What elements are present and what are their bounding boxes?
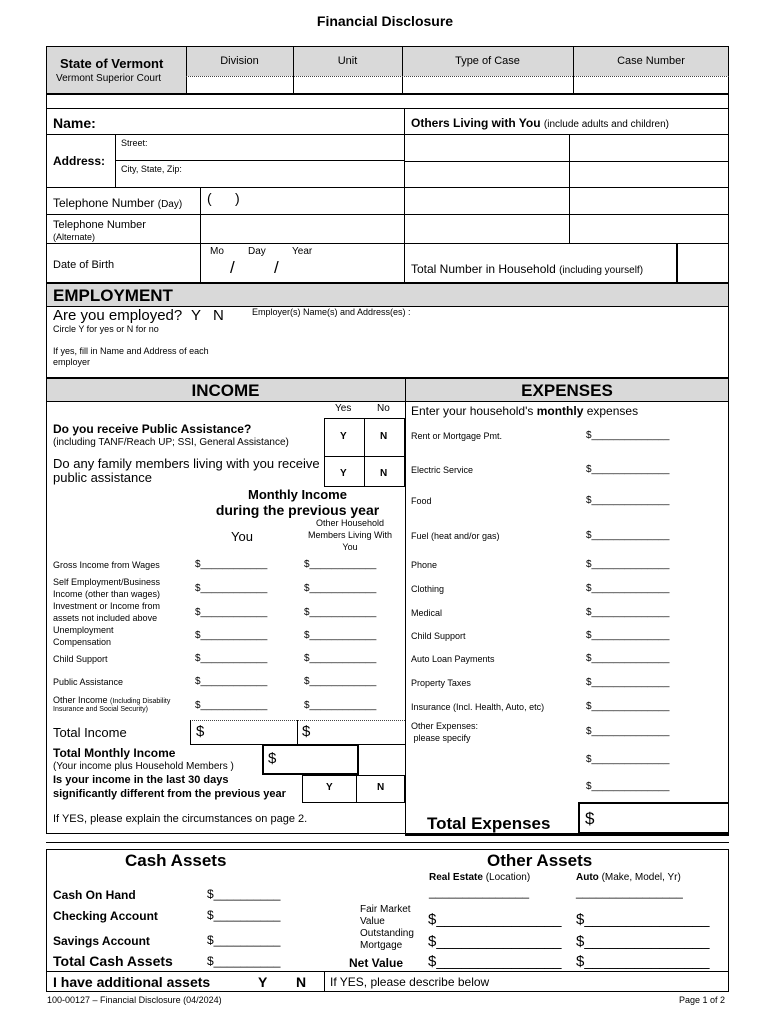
expense-label: Phone <box>411 560 438 570</box>
expense-input[interactable]: $______________ <box>586 559 670 570</box>
expense-input[interactable]: $______________ <box>586 464 670 475</box>
cash-assets-heading: Cash Assets <box>125 851 227 870</box>
total-expenses-input[interactable] <box>578 802 729 834</box>
family-assistance-yes[interactable]: Y <box>340 468 347 479</box>
total-expenses-dollar: $ <box>585 809 595 828</box>
public-assistance-question: Do you receive Public Assistance? <box>53 422 252 436</box>
income-other-input[interactable]: $____________ <box>304 607 377 618</box>
additional-assets-note: If YES, please describe below <box>330 975 490 989</box>
expense-label: Food <box>411 496 432 506</box>
income-you-input[interactable]: $____________ <box>195 607 268 618</box>
total-monthly-income-label: Total Monthly Income <box>53 746 176 760</box>
explain-note: If YES, please explain the circumstances on page 2. <box>53 813 308 825</box>
others-row-1-relation[interactable] <box>571 136 727 159</box>
dob-label: Date of Birth <box>53 259 115 271</box>
expense-label: Insurance (Incl. Health, Auto, etc) <box>411 702 545 712</box>
family-assistance-question: public assistance <box>53 470 152 485</box>
expense-input[interactable]: $______________ <box>586 430 670 441</box>
type-of-case-label: Type of Case <box>455 55 520 67</box>
employed-question: Are you employed? <box>53 307 183 324</box>
real-estate-net-input[interactable]: $_______________ <box>428 953 562 970</box>
outstanding-mortgage-label: Outstanding <box>360 928 414 939</box>
state-label: State of Vermont <box>60 56 164 71</box>
public-assistance-note: (including TANF/Reach UP; SSI, General Assistance) <box>53 437 289 448</box>
monthly-income-heading: Monthly Income <box>248 487 347 502</box>
auto-loan-input[interactable]: $_______________ <box>576 933 710 950</box>
other-assets-heading: Other Assets <box>487 851 593 870</box>
phone-alt-label: Telephone Number <box>53 219 146 231</box>
savings-label: Savings Account <box>53 934 150 948</box>
expense-input[interactable]: $______________ <box>586 530 670 541</box>
expense-label: Rent or Mortgage Pmt. <box>411 431 503 441</box>
other-income-qualifier: Insurance and Social Security) <box>53 706 148 713</box>
name-label: Name: <box>53 115 96 131</box>
no-column-label: No <box>377 403 390 414</box>
income-row-label: Compensation <box>53 637 112 647</box>
other-household-column-label: Members Living With <box>307 530 393 540</box>
fill-note: employer <box>53 357 91 367</box>
other-income-label: Other Income (Including Disability <box>53 695 171 705</box>
name-input[interactable] <box>120 112 400 132</box>
employed-yes[interactable]: Y <box>191 307 202 324</box>
case-number-label: Case Number <box>617 55 685 67</box>
other-expense-input[interactable]: $______________ <box>586 726 670 737</box>
unit-label: Unit <box>337 55 358 67</box>
total-monthly-income-note: (Your income plus Household Members ) <box>53 761 234 772</box>
income-other-input[interactable]: $____________ <box>304 653 377 664</box>
expense-label: Auto Loan Payments <box>411 654 495 664</box>
others-row-4-relation[interactable] <box>571 216 727 241</box>
income-change-question: Is your income in the last 30 days <box>53 774 229 786</box>
dob-slash: / <box>230 258 235 277</box>
outstanding-mortgage-label: Mortgage <box>360 940 403 951</box>
unit-field[interactable] <box>294 77 401 93</box>
additional-assets-yes[interactable]: Y <box>258 974 268 990</box>
income-change-yes[interactable]: Y <box>326 782 333 793</box>
expenses-intro: Enter your household's monthly expenses <box>411 404 639 418</box>
income-row-label: Income (other than wages) <box>53 589 161 599</box>
income-row-label: Public Assistance <box>53 677 124 687</box>
phone-day-label: Telephone Number (Day) <box>53 196 183 210</box>
income-row-label: assets not included above <box>53 613 158 623</box>
real-estate-fmv-input[interactable]: $_______________ <box>428 911 562 928</box>
total-income-you[interactable]: $ <box>196 723 205 740</box>
expense-label: Clothing <box>411 584 445 594</box>
income-other-input[interactable]: $____________ <box>304 583 377 594</box>
income-change-grid <box>302 775 405 803</box>
public-assistance-yes[interactable]: Y <box>340 431 347 442</box>
other-expenses-label: Other Expenses: <box>411 721 479 731</box>
expense-label: Fuel (heat and/or gas) <box>411 531 500 541</box>
expense-label: Child Support <box>411 631 466 641</box>
expense-input[interactable]: $______________ <box>586 653 670 664</box>
income-other-input[interactable]: $____________ <box>304 700 377 711</box>
page-title: Financial Disclosure <box>316 13 454 29</box>
checking-input[interactable]: $__________ <box>207 908 281 922</box>
total-cash-input[interactable]: $__________ <box>207 954 281 968</box>
cash-on-hand-label: Cash On Hand <box>53 888 136 902</box>
phone-alt-input[interactable] <box>204 216 400 240</box>
division-label: Division <box>220 55 259 67</box>
other-household-column-label: You <box>342 542 358 552</box>
auto-net-input[interactable]: $_______________ <box>576 953 710 970</box>
income-other-input[interactable]: $____________ <box>304 676 377 687</box>
employment-heading: EMPLOYMENT <box>53 286 173 305</box>
family-assistance-question: Do any family members living with you receive <box>53 456 320 471</box>
income-change-no[interactable]: N <box>377 782 385 793</box>
employed-no[interactable]: N <box>213 307 224 324</box>
street-label: Street: <box>121 138 148 148</box>
income-other-input[interactable]: $____________ <box>304 559 377 570</box>
income-other-input[interactable]: $____________ <box>304 630 377 641</box>
employer-input[interactable] <box>250 321 725 375</box>
income-heading: INCOME <box>191 381 260 400</box>
total-monthly-income-input[interactable] <box>262 744 359 775</box>
family-assistance-no[interactable]: N <box>380 468 388 479</box>
others-row-3-relation[interactable] <box>571 189 727 212</box>
household-total-input[interactable] <box>676 243 729 283</box>
checking-label: Checking Account <box>53 909 158 923</box>
total-cash-label: Total Cash Assets <box>53 953 173 969</box>
other-expense-input[interactable]: $______________ <box>586 754 670 765</box>
income-you-input[interactable]: $____________ <box>195 583 268 594</box>
income-you-input[interactable]: $____________ <box>195 700 268 711</box>
dob-day-label: Day <box>248 246 266 257</box>
total-income-label: Total Income <box>53 725 127 740</box>
others-row-1-name[interactable] <box>406 136 567 159</box>
circle-note: Circle Y for yes or N for no <box>53 324 159 334</box>
real-estate-mortgage-input[interactable]: $_______________ <box>428 933 562 950</box>
you-column-label: You <box>231 529 253 544</box>
address-label: Address: <box>53 154 106 168</box>
monthly-income-heading: during the previous year <box>215 502 380 518</box>
expense-label: Property Taxes <box>411 678 471 688</box>
expense-label: Medical <box>411 608 443 618</box>
case-number-field[interactable] <box>574 77 728 93</box>
real-estate-column-label: Real Estate (Location) <box>429 872 531 883</box>
total-monthly-dollar: $ <box>268 750 277 767</box>
city-state-zip-label: City, State, Zip: <box>121 164 182 174</box>
other-expenses-label: please specify <box>411 733 471 743</box>
others-row-4-name[interactable] <box>406 216 567 241</box>
form-number: 100-00127 – Financial Disclosure (04/2024) <box>47 995 222 1005</box>
other-household-column-label: Other Household <box>315 518 385 528</box>
others-row-2-name[interactable] <box>406 163 567 185</box>
type-of-case-field[interactable] <box>403 77 572 93</box>
fair-market-label: Fair Market <box>360 904 411 915</box>
division-field[interactable] <box>187 77 292 93</box>
additional-assets-label: I have additional assets <box>53 974 211 990</box>
real-estate-location-input[interactable]: _______________ <box>429 885 530 899</box>
others-row-3-name[interactable] <box>406 189 567 212</box>
court-label: Vermont Superior Court <box>56 73 162 84</box>
income-you-input[interactable]: $____________ <box>195 630 268 641</box>
fair-market-label: Value <box>360 916 385 927</box>
household-total-label: Total Number in Household (including yourself) <box>411 262 644 276</box>
page-number: Page 1 of 2 <box>678 995 725 1005</box>
dob-slash: / <box>274 258 279 277</box>
street-input[interactable] <box>160 136 400 158</box>
dob-input[interactable] <box>204 258 400 280</box>
expense-input[interactable]: $______________ <box>586 701 670 712</box>
expense-input[interactable]: $______________ <box>586 630 670 641</box>
city-state-zip-input[interactable] <box>195 162 400 184</box>
total-income-other[interactable]: $ <box>302 723 311 740</box>
others-living-label: Others Living with You (include adults and children) <box>411 116 669 130</box>
net-value-label: Net Value <box>349 956 404 970</box>
expenses-heading: EXPENSES <box>521 381 613 400</box>
income-you-input[interactable]: $____________ <box>195 676 268 687</box>
income-row-label: Gross Income from Wages <box>53 560 160 570</box>
income-row-label: Child Support <box>53 654 108 664</box>
expense-input[interactable]: $______________ <box>586 607 670 618</box>
dob-year-label: Year <box>292 246 313 257</box>
fill-note: If yes, fill in Name and Address of each <box>53 346 209 356</box>
cash-on-hand-input[interactable]: $__________ <box>207 887 281 901</box>
income-you-input[interactable]: $____________ <box>195 559 268 570</box>
total-expenses-label: Total Expenses <box>427 814 551 833</box>
phone-day-input[interactable]: ( ) <box>207 190 240 206</box>
income-change-question: significantly different from the previous year <box>53 788 286 800</box>
dob-month-label: Mo <box>210 246 224 257</box>
other-expense-input[interactable]: $______________ <box>586 781 670 792</box>
expense-input[interactable]: $______________ <box>586 495 670 506</box>
public-assistance-no[interactable]: N <box>380 431 388 442</box>
others-row-2-relation[interactable] <box>571 163 727 185</box>
expense-input[interactable]: $______________ <box>586 583 670 594</box>
auto-description-input[interactable]: ________________ <box>576 885 683 899</box>
auto-column-label: Auto (Make, Model, Yr) <box>576 872 681 883</box>
income-row-label: Investment or Income from <box>53 601 161 611</box>
expense-input[interactable]: $______________ <box>586 677 670 688</box>
auto-fmv-input[interactable]: $_______________ <box>576 911 710 928</box>
phone-alt-qualifier: (Alternate) <box>53 232 96 242</box>
income-you-input[interactable]: $____________ <box>195 653 268 664</box>
additional-assets-no[interactable]: N <box>296 974 307 990</box>
expense-label: Electric Service <box>411 465 474 475</box>
yes-column-label: Yes <box>335 403 352 414</box>
savings-input[interactable]: $__________ <box>207 933 281 947</box>
income-row-label: Unemployment <box>53 625 114 635</box>
income-row-label: Self Employment/Business <box>53 577 161 587</box>
employer-label: Employer(s) Name(s) and Address(es) : <box>252 307 411 317</box>
